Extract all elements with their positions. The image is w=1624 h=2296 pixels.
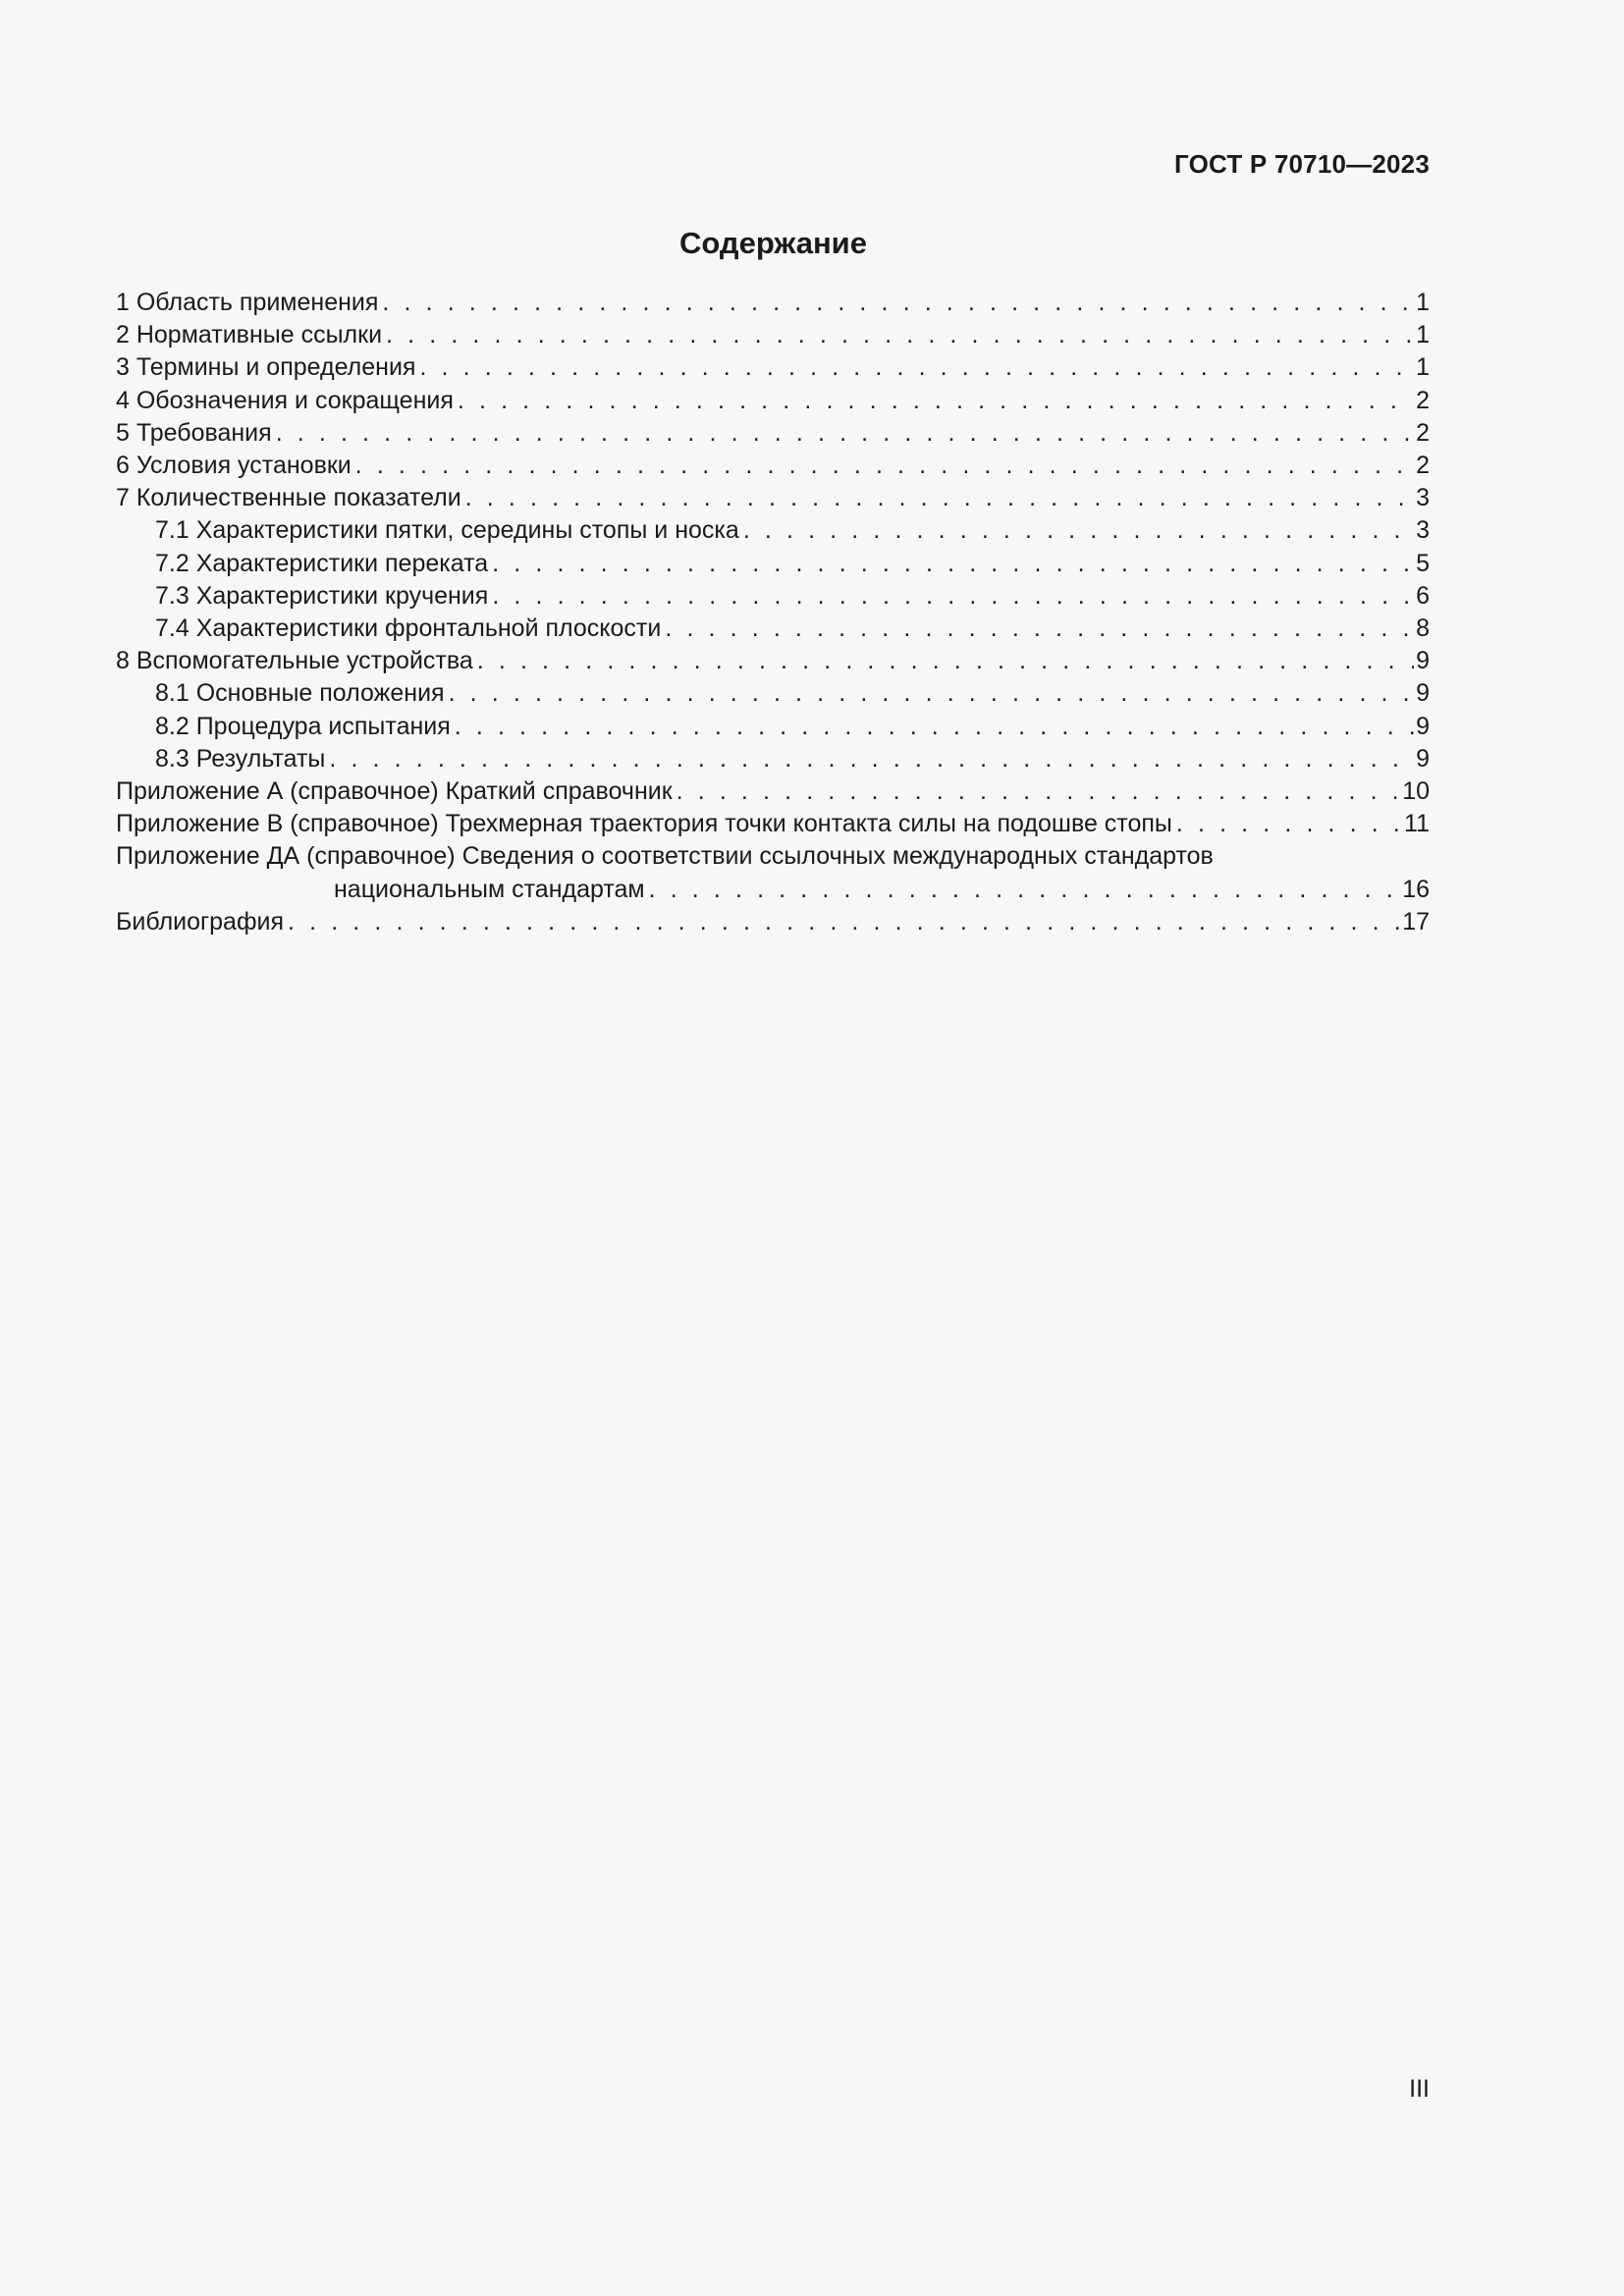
document-code: ГОСТ Р 70710—2023 — [1174, 149, 1430, 179]
toc-leader-dots — [455, 711, 1414, 743]
toc-entry-page: 16 — [1402, 875, 1430, 903]
toc-entry-label: Приложение А (справочное) Краткий справочник — [116, 777, 673, 806]
toc-leader-dots — [1176, 808, 1402, 840]
toc-leader-dots — [449, 677, 1415, 710]
toc-entry-label: 8.3 Результаты — [155, 744, 326, 773]
toc-entry-label: 4 Обозначения и сокращения — [116, 386, 454, 414]
toc-entry-label: 7.3 Характеристики кручения — [155, 581, 489, 610]
toc-entry-page: 9 — [1416, 679, 1430, 708]
toc-entry-label: 8.1 Основные положения — [155, 679, 445, 708]
toc-entry-page: 3 — [1416, 484, 1430, 512]
toc-leader-dots — [276, 417, 1414, 450]
toc-entry-label: 3 Термины и определения — [116, 353, 416, 382]
toc-entry-label: 8.2 Процедура испытания — [155, 712, 451, 740]
toc-entry-page: 1 — [1416, 321, 1430, 349]
toc-entry[interactable] — [116, 775, 1430, 808]
toc-entry-page: 8 — [1416, 614, 1430, 643]
toc-entry-page: 2 — [1416, 452, 1430, 480]
toc-leader-dots — [492, 580, 1414, 613]
toc-title: Содержание — [679, 226, 867, 260]
toc-subentry[interactable] — [116, 514, 1430, 547]
toc-subentry[interactable] — [116, 711, 1430, 743]
toc-entry-page: 3 — [1416, 516, 1430, 545]
toc-entry[interactable] — [116, 482, 1430, 514]
toc-entry-page: 11 — [1404, 810, 1430, 838]
toc-entry-page: 1 — [1416, 353, 1430, 382]
toc-entry-page: 5 — [1416, 549, 1430, 577]
toc-entry-label: 6 Условия установки — [116, 452, 352, 480]
toc-entry-page: 2 — [1416, 418, 1430, 447]
toc-entry[interactable] — [116, 645, 1430, 677]
toc-subentry[interactable] — [116, 548, 1430, 580]
toc-leader-dots — [677, 775, 1401, 808]
toc-entry[interactable] — [116, 808, 1430, 840]
toc-entry-label: 8 Вспомогательные устройства — [116, 647, 473, 675]
toc-entry-label: 5 Требования — [116, 418, 272, 447]
toc-leader-dots — [329, 743, 1414, 775]
toc-subentry[interactable] — [116, 580, 1430, 613]
toc-entry-label: 2 Нормативные ссылки — [116, 321, 383, 349]
toc-leader-dots — [665, 613, 1414, 645]
toc-leader-dots — [743, 514, 1414, 547]
toc-leader-dots — [386, 319, 1414, 351]
toc-entry[interactable] — [116, 351, 1430, 384]
toc-entry-label: Приложение В (справочное) Трехмерная траектория точки контакта силы на подошве стопы — [116, 810, 1172, 838]
toc-entry-page: 1 — [1416, 289, 1430, 316]
toc-entry-page: 6 — [1416, 581, 1430, 610]
toc-entry-label: 7 Количественные показатели — [116, 484, 461, 512]
toc-leader-dots — [649, 874, 1401, 906]
toc-entry-page: 2 — [1416, 386, 1430, 414]
toc-entry-label: 7.1 Характеристики пятки, середины стопы и носка — [155, 516, 739, 545]
toc-leader-dots — [492, 548, 1414, 580]
toc-subentry[interactable] — [116, 613, 1430, 645]
toc-entry[interactable] — [116, 385, 1430, 417]
toc-entry-label: 7.4 Характеристики фронтальной плоскости — [155, 614, 662, 643]
toc-entry[interactable] — [116, 319, 1430, 351]
page-number: III — [1409, 2075, 1430, 2103]
toc-subentry[interactable] — [116, 677, 1430, 710]
toc-leader-dots — [465, 482, 1414, 514]
toc-leader-dots — [419, 351, 1414, 384]
toc-entry-page: 9 — [1416, 712, 1430, 740]
toc-entry-label: Приложение ДА (справочное) Сведения о соответствии ссылочных международных стандартов — [116, 842, 1214, 871]
toc-entry[interactable] — [116, 287, 1430, 319]
toc-leader-dots — [355, 450, 1414, 482]
toc-entry[interactable] — [116, 840, 1430, 905]
toc-entry-label: 1 Область применения — [116, 289, 379, 316]
toc-entry-page: 10 — [1402, 777, 1430, 806]
toc-leader-dots — [458, 385, 1414, 417]
toc-entry-page: 9 — [1416, 647, 1430, 675]
toc-leader-dots — [288, 906, 1400, 938]
table-of-contents — [116, 287, 1430, 938]
toc-entry-page: 9 — [1416, 744, 1430, 773]
toc-entry[interactable] — [116, 450, 1430, 482]
toc-entry-label: Библиография — [116, 907, 285, 935]
toc-entry-label: 7.2 Характеристики переката — [155, 549, 489, 577]
toc-entry[interactable] — [116, 906, 1430, 938]
toc-subentry[interactable] — [116, 743, 1430, 775]
toc-leader-dots — [382, 287, 1414, 319]
toc-entry[interactable] — [116, 417, 1430, 450]
toc-entry-label-continued: национальным стандартам — [334, 875, 645, 903]
toc-leader-dots — [477, 645, 1414, 677]
toc-entry-page: 17 — [1402, 907, 1430, 935]
